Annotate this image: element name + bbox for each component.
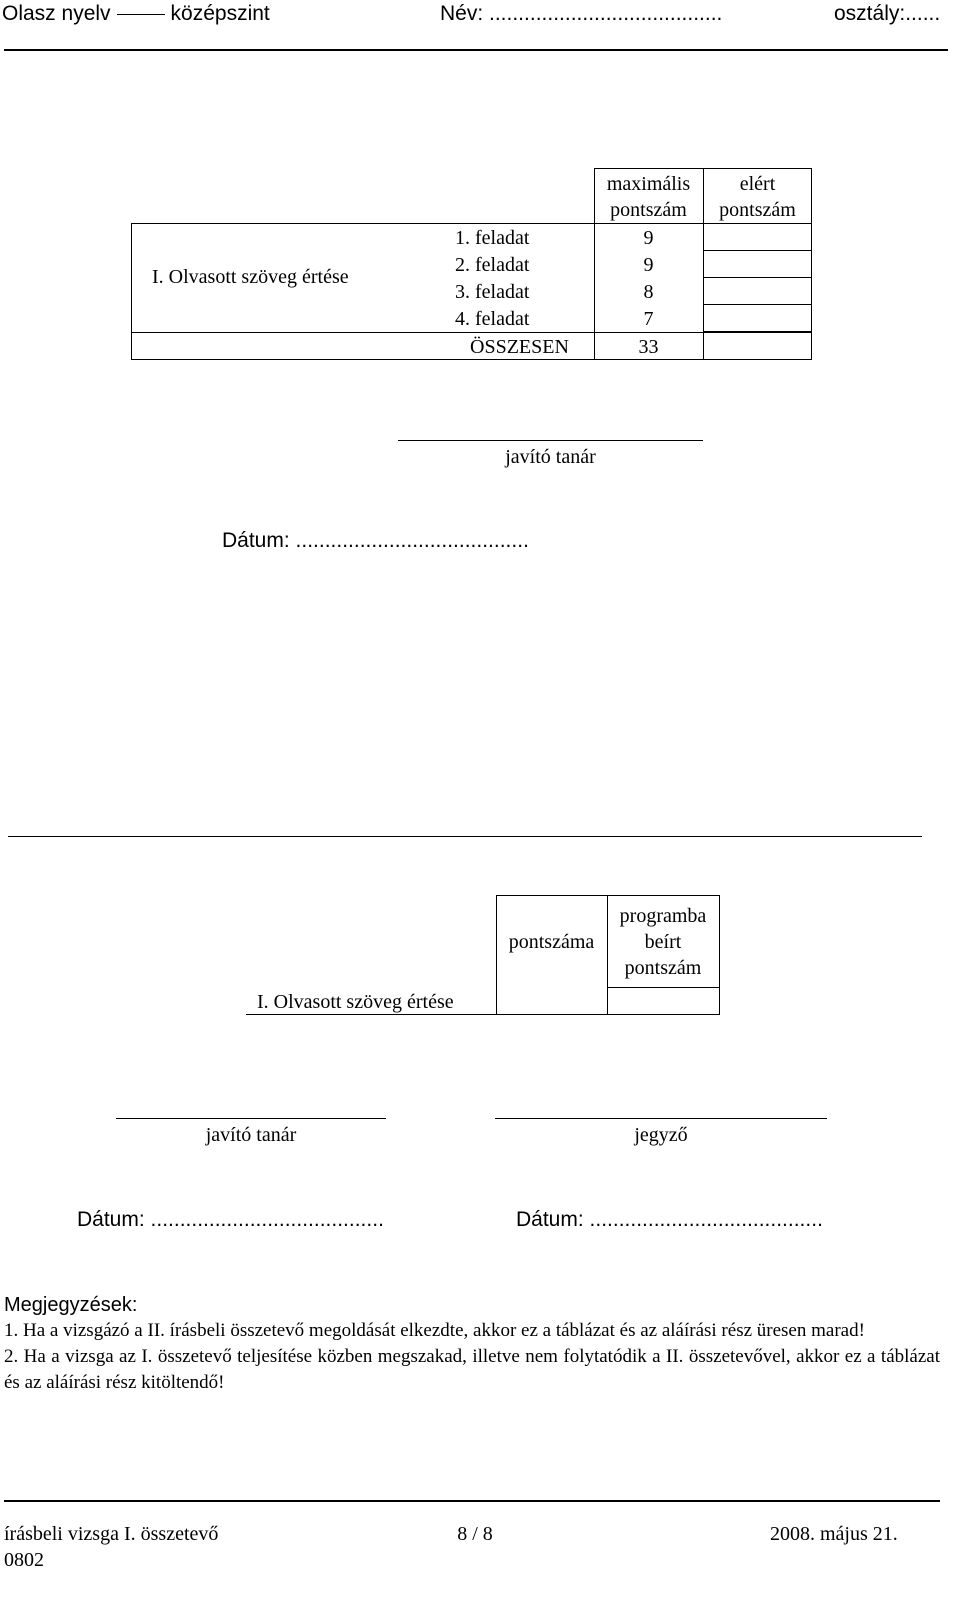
note-1: 1. Ha a vizsgázó a II. írásbeli összetevő megoldását elkezdte, akkor ez a táblázat és az aláírási rész üresen marad! [4, 1320, 865, 1341]
header-rule [4, 49, 948, 51]
footer-date: 2008. május 21. [770, 1523, 898, 1545]
col-max-line2: pontszám [610, 199, 687, 221]
header-dash [117, 14, 165, 15]
name-field: Név: ........................................ [440, 2, 723, 25]
footer-rule [4, 1500, 940, 1502]
notes-title: Megjegyzések: [4, 1294, 138, 1316]
max-row-4: 7 [643, 308, 654, 330]
task-row-4: 4. feladat [455, 308, 530, 330]
footer-code: 0802 [4, 1549, 44, 1571]
level: középszint [170, 2, 270, 25]
col-program-line3: pontszám [624, 957, 702, 979]
max-row-3: 8 [643, 281, 654, 303]
left-role: javító tanár [205, 1124, 297, 1146]
note-2: 2. Ha a vizsga az I. összetevő teljesítése közben megszakad, illetve nem folytatódik a II. összetevővel, akkor ez a táblázat és az aláírási rész kitöltendő! [4, 1346, 940, 1393]
section-separator [8, 836, 922, 837]
max-row-2: 9 [643, 254, 654, 276]
right-role: jegyző [634, 1124, 688, 1146]
footer-left: írásbeli vizsga I. összetevő [4, 1523, 219, 1545]
col-program-line1: programba [619, 905, 707, 927]
col-score: pontszáma [508, 931, 595, 953]
subject: Olasz nyelv [2, 2, 111, 25]
col-program-line2: beírt [644, 931, 682, 953]
max-row-1: 9 [643, 227, 654, 249]
total-max: 33 [638, 336, 659, 358]
right-date-field: Dátum: ........................................ [516, 1208, 823, 1231]
section-label: I. Olvasott szöveg értése [152, 266, 349, 288]
class-field: osztály:...... [834, 2, 941, 25]
page-number: 8 / 8 [457, 1523, 493, 1545]
col-achieved-line2: pontszám [719, 199, 796, 221]
signature-line [398, 440, 703, 441]
task-row-3: 3. feladat [455, 281, 530, 303]
header-subject [2, 2, 270, 26]
signature-line-right [495, 1118, 827, 1119]
program-section-label: I. Olvasott szöveg értése [257, 991, 454, 1013]
signature-line-left [116, 1118, 386, 1119]
task-row-1: 1. feladat [455, 227, 530, 249]
notes [4, 1292, 940, 1396]
signature-role: javító tanár [505, 446, 596, 468]
total-label: ÖSSZESEN [470, 336, 569, 358]
task-row-2: 2. feladat [455, 254, 530, 276]
col-max-line1: maximális [606, 173, 691, 195]
date-field: Dátum: ........................................ [222, 529, 529, 552]
left-date-field: Dátum: ........................................ [77, 1208, 384, 1231]
col-achieved-line1: elért [739, 173, 776, 195]
